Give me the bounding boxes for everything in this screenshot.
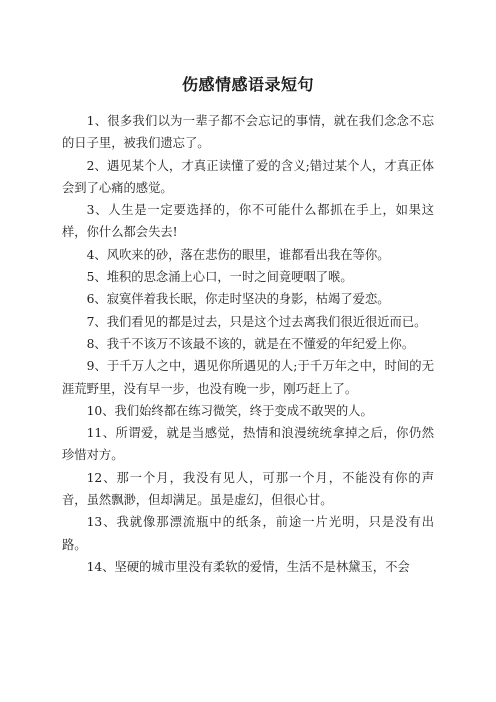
quote-paragraph-7: 7、我们看见的都是过去，只是这个过去离我们很近很近而已。 xyxy=(86,314,427,329)
quote-paragraph-8: 8、我千不该万不该最不该的，就是在不懂爱的年纪爱上你。 xyxy=(86,336,415,351)
quote-paragraph-2: 2、遇见某个人，才真正读懂了爱的含义;错过某个人，才真正体会到了心痛的感觉。 xyxy=(62,158,434,195)
quote-paragraph-11: 11、所谓爱，就是当感觉，热情和浪漫统统拿掉之后，你仍然珍惜对方。 xyxy=(62,426,434,463)
quote-paragraph-1: 1、很多我们以为一辈子都不会忘记的事情，就在我们念念不忘的日子里，被我们遗忘了。 xyxy=(62,114,434,151)
document-title: 伤感情感语录短句 xyxy=(181,75,314,94)
quote-paragraph-14: 14、坚硬的城市里没有柔软的爱情，生活不是林黛玉，不会 xyxy=(86,559,410,574)
quote-paragraph-10: 10、我们始终都在练习微笑，终于变成不敢哭的人。 xyxy=(86,403,373,418)
quote-paragraph-3: 3、人生是一定要选择的，你不可能什么都抓在手上，如果这样，你什么都会失去! xyxy=(62,203,434,240)
quote-paragraph-9: 9、于千万人之中，遇见你所遇见的人;于千万年之中，时间的无涯荒野里，没有早一步，也没有晚一步，刚巧赶上了。 xyxy=(62,359,434,396)
document-body xyxy=(62,110,434,578)
quote-paragraph-4: 4、风吹来的砂，落在悲伤的眼里，谁都看出我在等你。 xyxy=(86,247,390,262)
quote-paragraph-6: 6、寂寞伴着我长眠，你走时坚决的身影，枯竭了爱恋。 xyxy=(86,292,390,307)
quote-paragraph-13: 13、我就像那漂流瓶中的纸条，前途一片光明，只是没有出路。 xyxy=(62,515,434,552)
quote-paragraph-5: 5、堆积的思念涌上心口，一时之间竟哽咽了喉。 xyxy=(86,270,353,285)
quote-paragraph-12: 12、那一个月，我没有见人，可那一个月，不能没有你的声音，虽然飘渺，但却满足。虽是虚幻，但很心甘。 xyxy=(62,470,434,508)
